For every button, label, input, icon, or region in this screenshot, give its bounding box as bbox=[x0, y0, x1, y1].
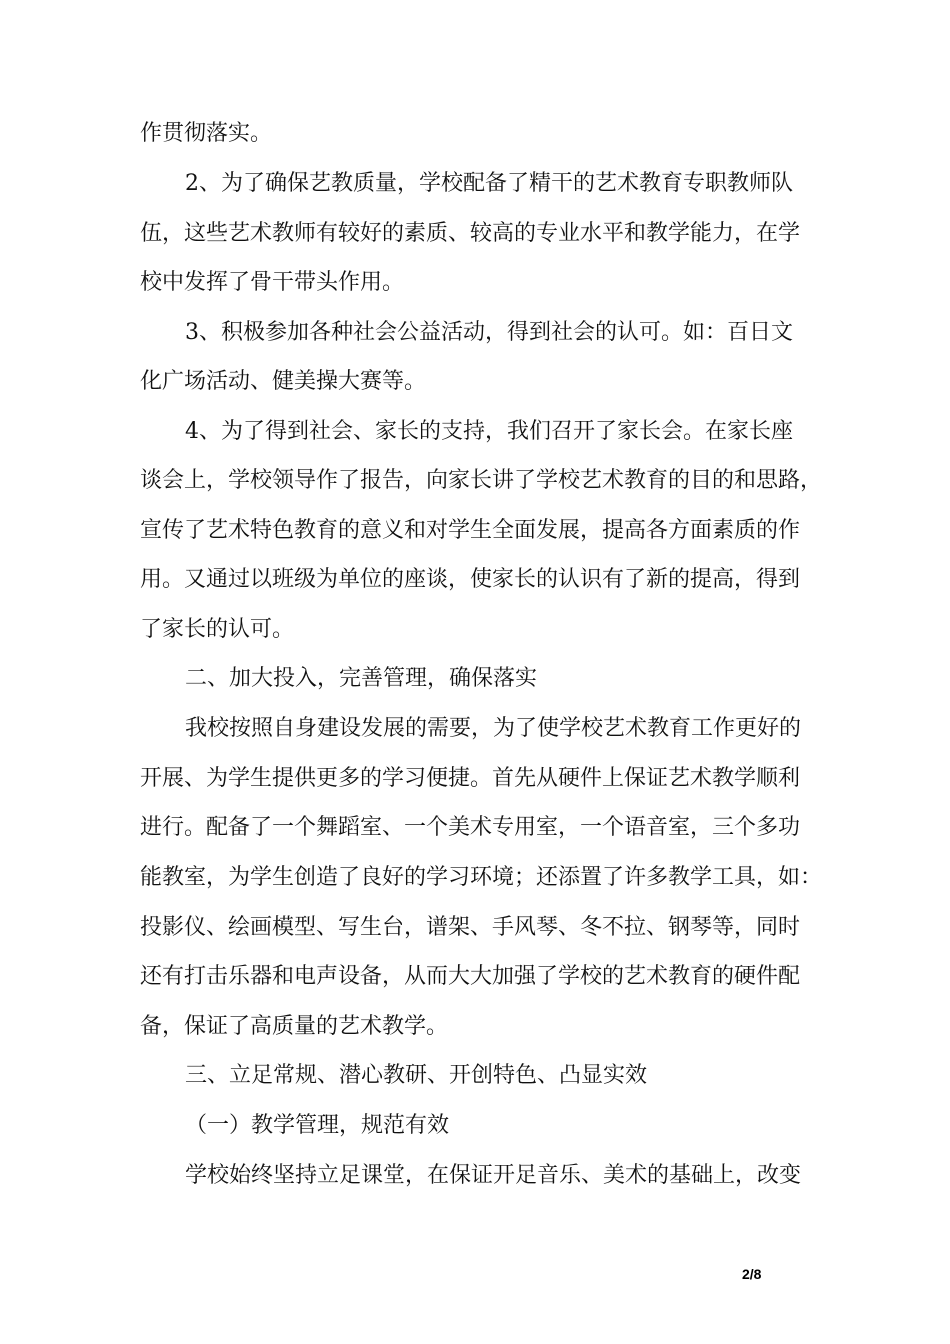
text-line: 我校按照自身建设发展的需要，为了使学校艺术教育工作更好的 bbox=[185, 716, 802, 741]
text-line: 还有打击乐器和电声设备，从而大大加强了学校的艺术教育的硬件配 bbox=[140, 964, 801, 989]
text-line: 了家长的认可。 bbox=[140, 617, 295, 642]
text-line: 用。又通过以班级为单位的座谈，使家长的认识有了新的提高，得到 bbox=[140, 567, 801, 592]
text-line: 4、为了得到社会、家长的支持，我们召开了家长会。在家长座 bbox=[185, 419, 793, 444]
text-line: 开展、为学生提供更多的学习便捷。首先从硬件上保证艺术教学顺利 bbox=[140, 766, 801, 791]
section-heading: 三、立足常规、潜心教研、开创特色、凸显实效 bbox=[185, 1063, 648, 1088]
text-line: 能教室，为学生创造了良好的学习环境；还添置了许多教学工具，如： bbox=[140, 865, 823, 890]
text-line: 化广场活动、健美操大赛等。 bbox=[140, 369, 427, 394]
text-line: 校中发挥了骨干带头作用。 bbox=[140, 270, 405, 295]
text-line: 3、积极参加各种社会公益活动，得到社会的认可。如：百日文 bbox=[185, 320, 793, 345]
text-line: 进行。配备了一个舞蹈室、一个美术专用室，一个语音室，三个多功 bbox=[140, 815, 801, 840]
text-line: 2、为了确保艺教质量，学校配备了精干的艺术教育专职教师队 bbox=[185, 171, 793, 196]
subsection-heading: （一）教学管理，规范有效 bbox=[185, 1113, 450, 1138]
text-line: 备，保证了高质量的艺术教学。 bbox=[140, 1014, 449, 1039]
text-line: 学校始终坚持立足课堂，在保证开足音乐、美术的基础上，改变 bbox=[185, 1163, 802, 1188]
text-line: 谈会上，学校领导作了报告，向家长讲了学校艺术教育的目的和思路， bbox=[140, 468, 823, 493]
text-line: 宣传了艺术特色教育的意义和对学生全面发展，提高各方面素质的作 bbox=[140, 518, 801, 543]
text-line: 伍，这些艺术教师有较好的素质、较高的专业水平和教学能力，在学 bbox=[140, 221, 801, 246]
section-heading: 二、加大投入，完善管理，确保落实 bbox=[185, 666, 538, 691]
text-line: 投影仪、绘画模型、写生台，谱架、手风琴、冬不拉、钢琴等，同时 bbox=[140, 915, 801, 940]
text-line: 作贯彻落实。 bbox=[140, 121, 273, 146]
page-number: 2/8 bbox=[742, 1266, 762, 1282]
